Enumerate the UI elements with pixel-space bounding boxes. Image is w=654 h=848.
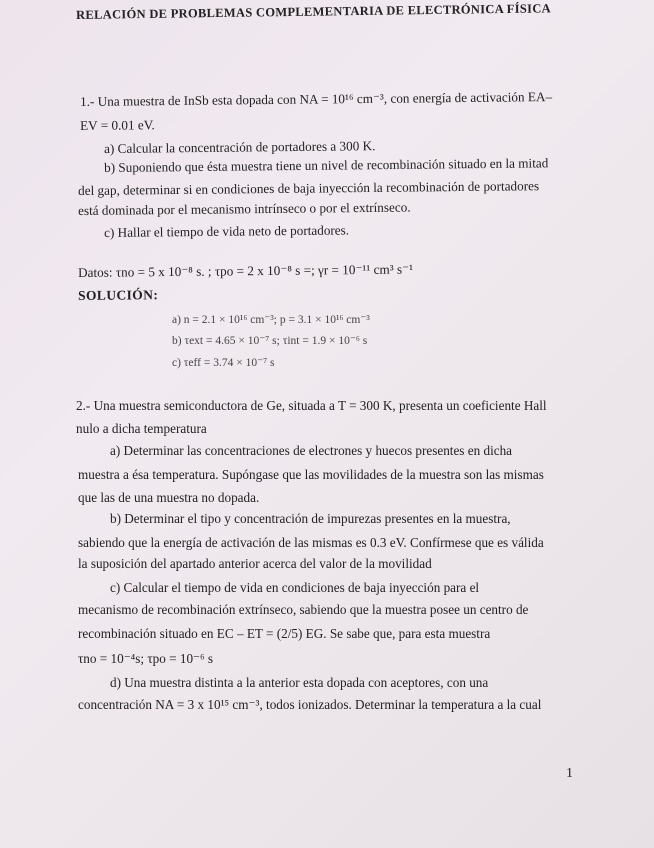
problem-2-part-a-line3: que las de una muestra no dopada. bbox=[78, 490, 260, 505]
problem-2-part-c-line3: recombinación situado en EC – ET = (2/5) EG. Se sabe que, para esta muestra bbox=[78, 626, 491, 641]
problem-1-datos: Datos: τno = 5 x 10⁻⁸ s. ; τpo = 2 x 10⁻⁸ s =; γr = 10⁻¹¹ cm³ s⁻¹ bbox=[78, 261, 414, 280]
problem-2-statement-line1: 2.- Una muestra semiconductora de Ge, situada a T = 300 K, presenta un coeficiente Hall bbox=[76, 398, 547, 413]
problem-1-part-c: c) Hallar el tiempo de vida neto de portadores. bbox=[104, 222, 350, 240]
problem-2-part-d-line1: d) Una muestra distinta a la anterior esta dopada con aceptores, con una bbox=[110, 675, 489, 690]
solution-b: b) τext = 4.65 × 10⁻⁷ s; τint = 1.9 × 10⁻⁶ s bbox=[172, 335, 368, 347]
solution-heading: SOLUCIÓN: bbox=[78, 287, 159, 303]
problem-2-part-c-line2: mecanismo de recombinación extrínseco, sabiendo que la muestra posee un centro de bbox=[78, 602, 529, 617]
problem-1-statement-line2: EV = 0.01 eV. bbox=[80, 117, 155, 133]
problem-1-part-b-line3: está dominada por el mecanismo intrínseco o por el extrínseco. bbox=[78, 199, 411, 218]
problem-1-part-b-line1: b) Suponiendo que ésta muestra tiene un nivel de recombinación situado en la mitad bbox=[104, 155, 549, 175]
solution-c: c) τeff = 3.74 × 10⁻⁷ s bbox=[172, 357, 275, 369]
problem-1-statement-line1: 1.- Una muestra de InSb esta dopada con NA = 10¹⁶ cm⁻³, con energía de activación EA– bbox=[80, 89, 553, 109]
page-number: 1 bbox=[566, 766, 573, 781]
problem-2-part-c-line1: c) Calcular el tiempo de vida en condiciones de baja inyección para el bbox=[110, 580, 480, 595]
problem-2-part-b-line1: b) Determinar el tipo y concentración de impurezas presentes en la muestra, bbox=[110, 511, 511, 526]
page-title: RELACIÓN DE PROBLEMAS COMPLEMENTARIA DE ELECTRÓNICA FÍSICA bbox=[76, 1, 552, 22]
problem-1-part-b-line2: del gap, determinar si en condiciones de baja inyección la recombinación de portadores bbox=[78, 178, 540, 198]
problem-2-part-c-line4: τno = 10⁻⁴s; τpo = 10⁻⁶ s bbox=[78, 651, 214, 666]
problem-2-statement-line2: nulo a dicha temperatura bbox=[76, 421, 207, 436]
problem-2-part-b-line3: la suposición del apartado anterior acerca del valor de la movilidad bbox=[78, 556, 432, 571]
problem-2-part-a-line1: a) Determinar las concentraciones de electrones y huecos presentes en dicha bbox=[110, 443, 513, 458]
problem-1-part-a: a) Calcular la concentración de portadores a 300 K. bbox=[104, 138, 376, 156]
problem-2-part-d-line2: concentración NA = 3 x 10¹⁵ cm⁻³, todos ionizados. Determinar la temperatura a la cual bbox=[78, 697, 542, 712]
problem-2-part-a-line2: muestra a ésa temperatura. Supóngase que las movilidades de la muestra son las mismas bbox=[78, 467, 544, 482]
problem-2-part-b-line2: sabiendo que la energía de activación de las mismas es 0.3 eV. Confírmese que es válida bbox=[78, 535, 544, 550]
solution-a: a) n = 2.1 × 10¹⁶ cm⁻³; p = 3.1 × 10¹⁶ cm⁻³ bbox=[172, 314, 370, 326]
